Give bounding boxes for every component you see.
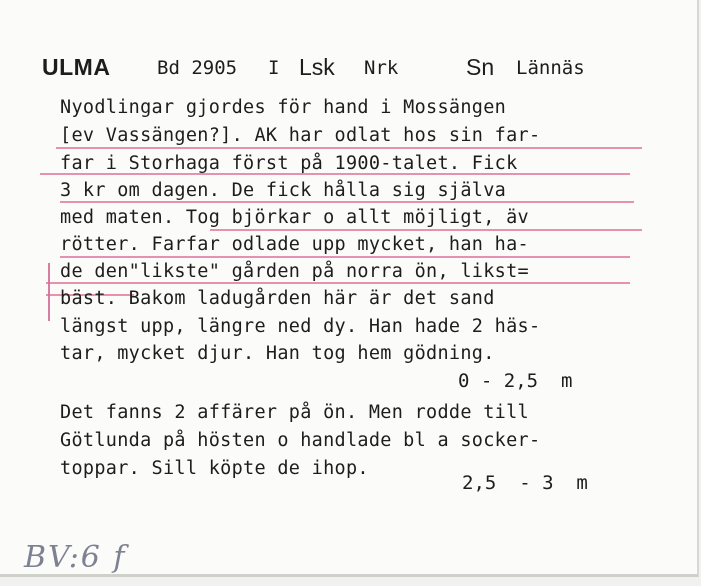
card-text-line: de den"likste" gården på norra ön, likst= — [60, 261, 529, 282]
parish-label: Sn — [466, 54, 495, 80]
card-text-line: Nyodlingar gjordes för hand i Mossängen — [60, 97, 507, 118]
card-text-line: tar, mycket djur. Han tog hem gödning. — [60, 343, 495, 364]
parish-name: Lännäs — [516, 57, 585, 79]
card-text-line: toppar. Sill köpte de ihop. — [60, 458, 369, 479]
card-text-line: rötter. Farfar odlade upp mycket, han ha- — [60, 234, 529, 255]
card-text-line: längst upp, längre ned dy. Han hade 2 häs- — [60, 316, 541, 337]
collection-code: Nrk — [364, 57, 399, 79]
card-header — [42, 54, 662, 88]
card-text-line: Götlunda på hösten o handlade bl a socker- — [60, 430, 541, 451]
depth-range-1: 0 - 2,5 m — [458, 370, 573, 392]
parish-code: ULMA — [42, 54, 111, 80]
pencil-bracket — [48, 263, 50, 321]
archive-signum: BV:6 f — [24, 540, 127, 575]
card-text-line: bäst. Bakom ladugården här är det sand — [60, 288, 495, 309]
card-text-line: Det fanns 2 affärer på ön. Men rodde till — [60, 402, 529, 423]
volume-part: I — [268, 57, 280, 79]
volume-number: Bd 2905 — [157, 57, 238, 79]
card-text-line: [ev Vassängen?]. AK har odlat hos sin far- — [60, 125, 541, 146]
depth-range-2: 2,5 - 3 m — [462, 472, 588, 494]
province-code: Lsk — [299, 54, 335, 80]
card-text-line: 3 kr om dagen. De fick hålla sig själva — [60, 180, 507, 201]
card-text-line: med maten. Tog björkar o allt möjligt, äv — [60, 207, 529, 228]
card-text-line: far i Storhaga först på 1900-talet. Fick — [60, 153, 518, 174]
